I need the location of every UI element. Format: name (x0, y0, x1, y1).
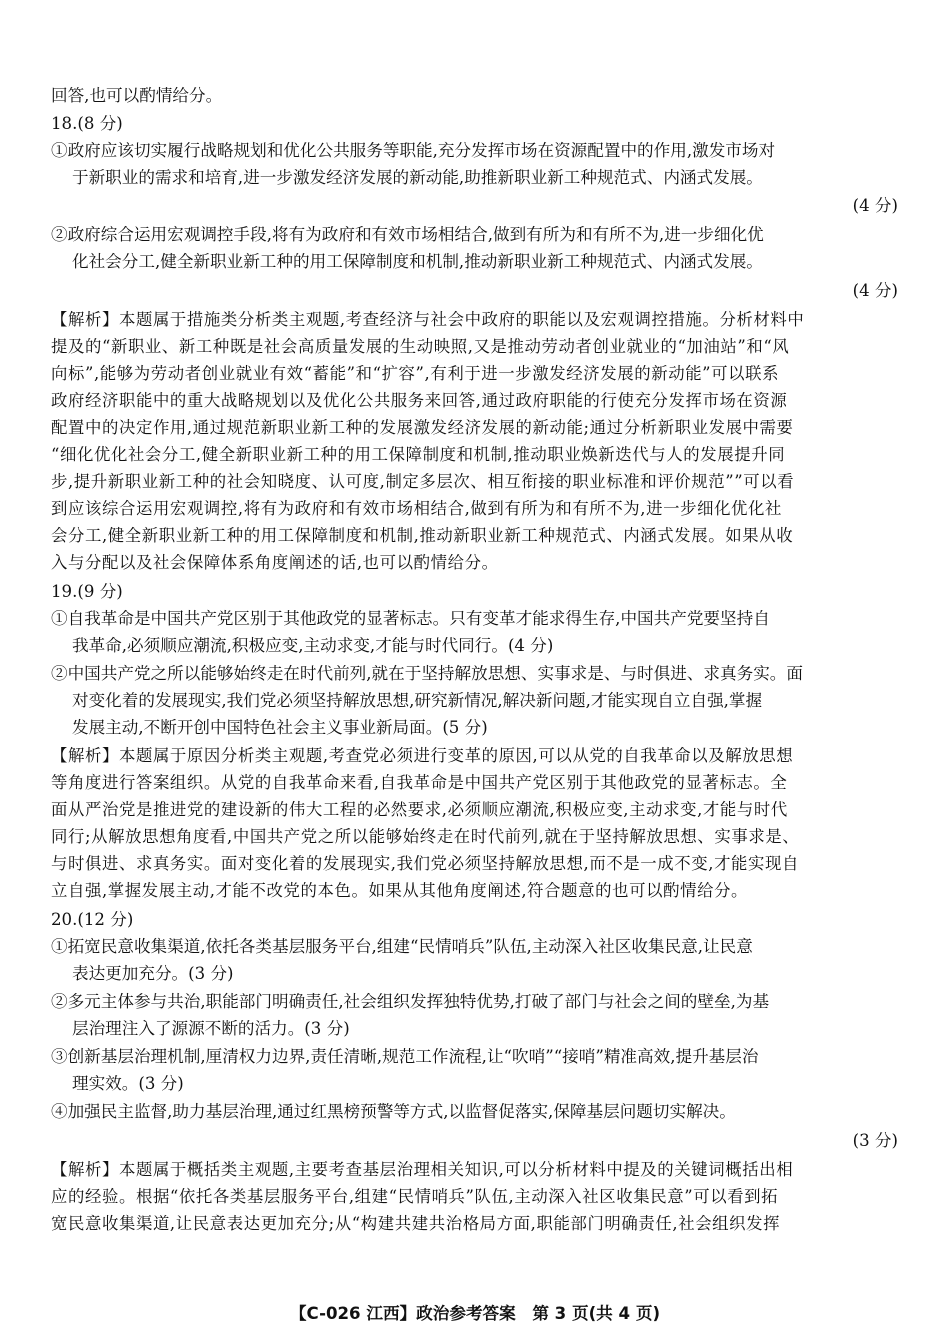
text-line: ④加强民主监督,助力基层治理,通过红黑榜预警等方式,以监督促落实,保障基层问题切实解决。 (51, 1102, 736, 1121)
text-line: 于新职业的需求和培育,进一步激发经济发展的新动能,助推新职业新工种规范式、内涵式发展。 (72, 168, 763, 187)
text-line: 入与分配以及社会保障体系角度阐述的话,也可以酌情给分。 (51, 553, 499, 572)
text-line: ③创新基层治理机制,厘清权力边界,责任清晰,规范工作流程,让“吹哨”“接哨”精准高效,提升基层治 (51, 1047, 759, 1066)
text-line: 会分工,健全新职业新工种的用工保障制度和机制,推动新职业新工种规范式、内涵式发展。如果从收 (51, 526, 794, 545)
text-line: 对变化着的发展现实,我们党必须坚持解放思想,研究新情况,解决新问题,才能实现自立自强,掌握 (72, 691, 763, 710)
text-line: 步,提升新职业新工种的社会知晓度、认可度,制定多层次、相互衔接的职业标准和评价规范””可以看 (51, 472, 795, 491)
text-line: ②政府综合运用宏观调控手段,将有为政府和有效市场相结合,做到有所为和有所不为,进一步细化优 (51, 225, 764, 244)
text-line: 化社会分工,健全新职业新工种的用工保障制度和机制,推动新职业新工种规范式、内涵式发展。 (72, 252, 763, 271)
text-line: ①自我革命是中国共产党区别于其他政党的显著标志。只有变革才能求得生存,中国共产党要坚持自 (51, 609, 770, 628)
text-line: (4 分) (852, 281, 898, 300)
text-line: 表达更加充分。(3 分) (72, 964, 234, 983)
text-line: 应的经验。根据“依托各类基层服务平台,组建“民情哨兵”队伍,主动深入社区收集民意”可以看到拓 (51, 1187, 779, 1206)
text-line: 立自强,掌握发展主动,才能不改党的本色。如果从其他角度阐述,符合题意的也可以酌情给分。 (51, 881, 749, 900)
text-line: 发展主动,不断开创中国特色社会主义事业新局面。(5 分) (72, 718, 488, 737)
text-line: (3 分) (852, 1131, 898, 1150)
text-line: 政府经济职能中的重大战略规划以及优化公共服务来回答,通过政府职能的行使充分发挥市场在资源 (51, 391, 788, 410)
text-line: ①拓宽民意收集渠道,依托各类基层服务平台,组建“民情哨兵”队伍,主动深入社区收集民意,让民意 (51, 937, 753, 956)
text-line: 配置中的决定作用,通过规范新职业新工种的发展激发经济发展的新动能;通过分析新职业发展中需要 (51, 418, 794, 437)
text-line: ②多元主体参与共治,职能部门明确责任,社会组织发挥独特优势,打破了部门与社会之间的壁垒,为基 (51, 992, 770, 1011)
text-line: 理实效。(3 分) (72, 1074, 184, 1093)
text-line: 20.(12 分) (51, 910, 134, 929)
text-line: (4 分) (852, 196, 898, 215)
text-line: 层治理注入了源源不断的活力。(3 分) (72, 1019, 350, 1038)
text-line: 18.(8 分) (51, 114, 123, 133)
text-line: 【解析】本题属于措施类分析类主观题,考查经济与社会中政府的职能以及宏观调控措施。分析材料中 (51, 310, 805, 329)
text-line: 面从严治党是推进党的建设新的伟大工程的必然要求,必须顺应潮流,积极应变,主动求变,才能与时代 (51, 800, 788, 819)
text-line: ②中国共产党之所以能够始终走在时代前列,就在于坚持解放思想、实事求是、与时俱进、求真务实。面 (51, 664, 803, 683)
text-line: 提及的“新职业、新工种既是社会高质量发展的生动映照,又是推动劳动者创业就业的“加油站”和“风 (51, 337, 790, 356)
text-line: 等角度进行答案组织。从党的自我革命来看,自我革命是中国共产党区别于其他政党的显著标志。全 (51, 773, 788, 792)
text-line: 宽民意收集渠道,让民意表达更加充分;从“构建共建共治格局方面,职能部门明确责任,社会组织发挥 (51, 1214, 781, 1233)
text-line: 到应该综合运用宏观调控,将有为政府和有效市场相结合,做到有所为和有所不为,进一步细化优化社 (51, 499, 783, 518)
text-line: 回答,也可以酌情给分。 (51, 86, 223, 105)
text-line: 与时俱进、求真务实。面对变化着的发展现实,我们党必须坚持解放思想,而不是一成不变,才能实现自 (51, 854, 800, 873)
text-line: 向标”,能够为劳动者创业就业有效“蓄能”和“扩容”,有利于进一步激发经济发展的新动能”可以联系 (51, 364, 780, 383)
text-line: 同行;从解放思想角度看,中国共产党之所以能够始终走在时代前列,就在于坚持解放思想、实事求是、 (51, 827, 800, 846)
text-line: “细化优化社会分工,健全新职业新工种的用工保障制度和机制,推动职业焕新迭代与人的发展提升同 (51, 445, 786, 464)
text-line: 19.(9 分) (51, 582, 123, 601)
text-line: 我革命,必须顺应潮流,积极应变,主动求变,才能与时代同行。(4 分) (72, 636, 554, 655)
page-footer: 【C-026 江西】政治参考答案 第 3 页(共 4 页) (289, 1304, 661, 1323)
text-line: 【解析】本题属于原因分析类主观题,考查党必须进行变革的原因,可以从党的自我革命以及解放思想 (51, 746, 794, 765)
text-line: 【解析】本题属于概括类主观题,主要考查基层治理相关知识,可以分析材料中提及的关键词概括出相 (51, 1160, 794, 1179)
text-line: ①政府应该切实履行战略规划和优化公共服务等职能,充分发挥市场在资源配置中的作用,激发市场对 (51, 141, 776, 160)
